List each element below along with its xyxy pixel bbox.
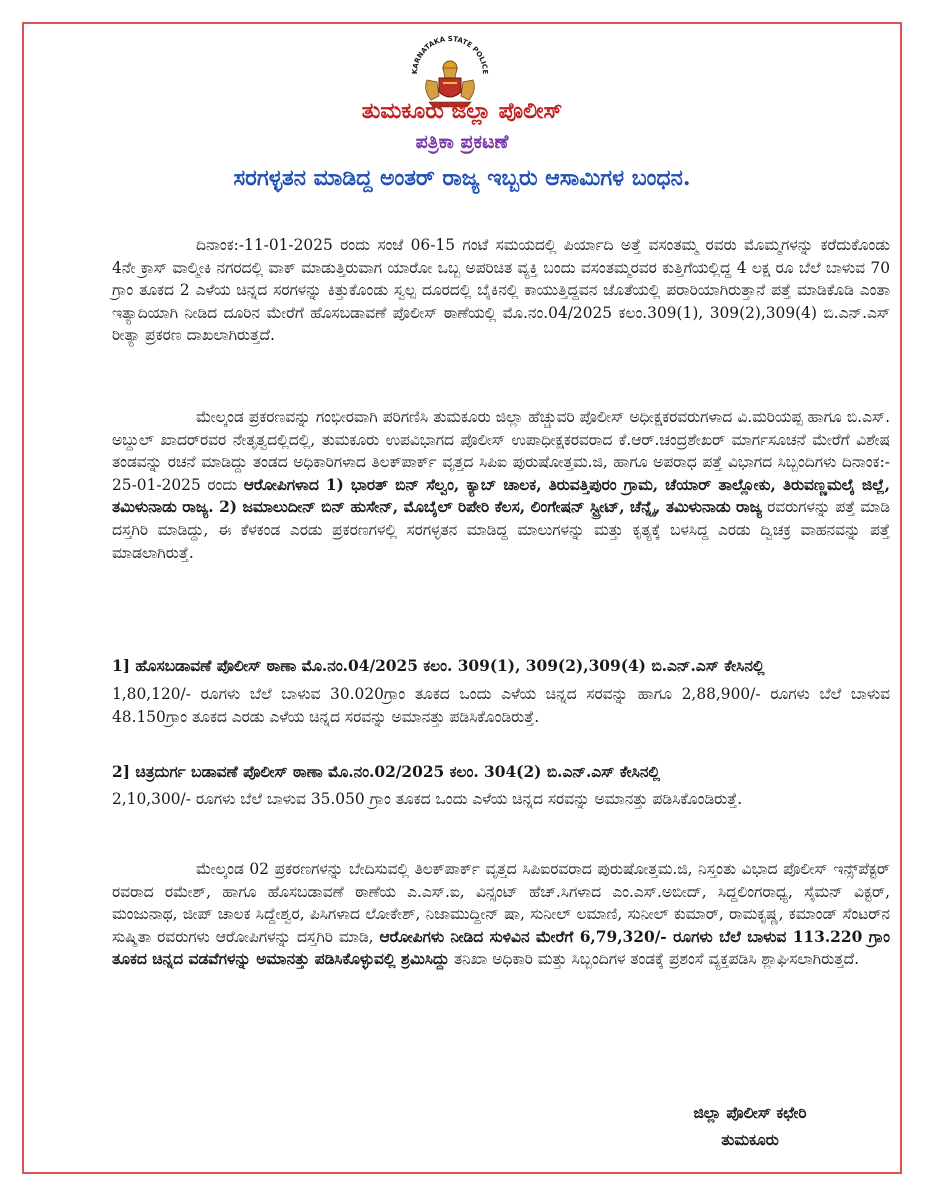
paragraph-appreciation xyxy=(112,858,890,971)
emblem-text: KARNATAKA STATE POLICE xyxy=(410,34,490,75)
page-subtitle: ಪತ್ರಿಕಾ ಪ್ರಕಟಣೆ xyxy=(415,131,509,153)
paragraph-incident xyxy=(112,234,890,347)
paragraph-appreciation-recovery: ಆರೋಪಿಗಳು ನೀಡಿದ ಸುಳಿವಿನ ಮೇರೆಗೆ 6,79,320/- ರೂಗಳು ಬೆಲೆ ಬಾಳುವ 113.220 ಗ್ರಾಂ ತೂಕದ ಚಿನ್ನದ ವಡವೆಗಳನ್ನು ಅಮಾನತ್ತು ಪಡಿಸಿಕೊಳ್ಳುವಲ್ಲಿ ಶ್ರಮಿಸಿದ್ದು xyxy=(112,927,890,969)
page-border xyxy=(22,22,902,1174)
paragraph-appreciation-text-a: ಮೇಲ್ಕಂಡ 02 ಪ್ರಕರಣಗಳನ್ನು ಬೇದಿಸುವಲ್ಲಿ ತಿಲಕ್‌ಪಾರ್ಕ್ ವೃತ್ತದ ಸಿಪಿಐರವರಾದ ಪುರುಷೋತ್ತಮ.ಜಿ, ನಿಸ್ತಂತು ವಿಭಾದ ಪೊಲೀಸ್ ಇನ್ಸ್‌ಪೆಕ್ಟರ್ ರವರಾದ ರಮೇಶ್, ಹಾಗೂ ಹೊಸಬಡಾವಣೆ ಠಾಣೆಯ ಎ.ಎಸ್.ಐ, ವಿನ್ಸಂಟ್ ಹೆಚ್.ಸಿಗಳಾದ ಎಂ.ಎಸ್.ಅಬೀದ್, ಸಿದ್ದಲಿಂಗರಾಧ್ಯ, ಸೈಮನ್ ವಿಕ್ಟರ್, ಮಂಜುನಾಥ, ಜೀಪ್ ಚಾಲಕ ಸಿದ್ದೇಶ್ವರ, ಪಿಸಿಗಳಾದ ಲೋಕೇಶ್, ನಿಜಾಮುದ್ದೀನ್ ಷಾ, ಸುನೀಲ್ ಲಮಾಣಿ, ಸುನೀಲ್ ಕುಮಾರ್, ರಾಮಕೃಷ್ಣ, ಕಮಾಂಡ್ ಸೆಂಟರ್‌ನ ಸುಷ್ಮಿತಾ ರವರುಗಳು ಆರೋಪಿಗಳನ್ನು ದಸ್ತಗಿರಿ ಮಾಡಿ, xyxy=(112,860,890,946)
page-headline: ಸರಗಳ್ಳತನ ಮಾಡಿದ್ದ ಅಂತರ್ ರಾಜ್ಯ ಇಬ್ಬರು ಆಸಾಮಿಗಳ ಬಂಧನ. xyxy=(233,165,691,191)
paragraph-arrest-text-c: ರವರುಗಳನ್ನು ಪತ್ತೆ ಮಾಡಿ ದಸ್ತಗಿರಿ ಮಾಡಿದ್ದು, ಈ ಕೆಳಕಂಡ ಎರಡು ಪ್ರಕರಣಗಳಲ್ಲಿ ಸರಗಳ್ಳತನ ಮಾಡಿದ್ದ ಮಾಲುಗಳನ್ನು ಮತ್ತು ಕೃತ್ಯಕ್ಕೆ ಬಳಸಿದ್ದ ಎರಡು ದ್ವಿಚಕ್ರ ವಾಹನವನ್ನು ಪತ್ತೆ ಮಾಡಲಾಗಿರುತ್ತೆ. xyxy=(112,498,890,562)
signature-place: ತುಮಕೂರು xyxy=(721,1131,779,1149)
paragraph-arrest xyxy=(112,406,890,564)
case-2-details: 2,10,300/- ರೂಗಳು ಬೆಲೆ ಬಾಳುವ 35.050 ಗ್ರಾಂ ತೂಕದ ಒಂದು ಎಳೆಯ ಚಿನ್ನದ ಸರವನ್ನು ಅಮಾನತ್ತು ಪಡಿಸಿಕೊಂಡಿರುತ್ತೆ. xyxy=(112,790,743,808)
signature-office: ಜಿಲ್ಲಾ ಪೊಲೀಸ್ ಕಛೇರಿ xyxy=(693,1104,807,1122)
paragraph-arrest-text-a: ಮೇಲ್ಕಂಡ ಪ್ರಕರಣವನ್ನು ಗಂಭೀರವಾಗಿ ಪರಿಗಣಿಸಿ ತುಮಕೂರು ಜಿಲ್ಲಾ ಹೆಚ್ಚುವರಿ ಪೊಲೀಸ್ ಅಧೀಕ್ಷಕರವರುಗಳಾದ ವಿ.ಮರಿಯಪ್ಪ ಹಾಗೂ ಬಿ.ಎಸ್. ಅಬ್ದುಲ್ ಖಾದರ್‌ರವರ ನೇತೃತ್ವದಲ್ಲಿದಲ್ಲಿ, ತುಮಕೂರು ಉಪವಿಭಾಗದ ಪೊಲೀಸ್ ಉಪಾಧೀಕ್ಷಕರವರಾದ ಕೆ.ಆರ್.ಚಂದ್ರಶೇಖರ್ ಮಾರ್ಗಸೂಚನೆ ಮೇರೆಗೆ ವಿಶೇಷ ತಂಡವನ್ನು ರಚನೆ ಮಾಡಿದ್ದು ತಂಡದ ಅಧಿಕಾರಿಗಳಾದ ತಿಲಕ್‌ಪಾರ್ಕ್ ವೃತ್ತದ ಸಿಪಿಐ ಪುರುಷೋತ್ತಮ.ಜಿ, ಹಾಗೂ ಅಪರಾಧ ಪತ್ತೆ ವಿಭಾಗದ ಸಿಬ್ಬಂದಿಗಳು ದಿನಾಂಕ:- 25-01-2025 ರಂದು xyxy=(112,408,890,494)
case-1-heading: 1] ಹೊಸಬಡಾವಣೆ ಪೊಲೀಸ್ ಠಾಣಾ ಮೊ.ನಂ.04/2025 ಕಲಂ. 309(1), 309(2),309(4) ಬಿ.ಎನ್.ಎಸ್ ಕೇಸಿನಲ್ಲಿ xyxy=(112,657,765,675)
page-title: ತುಮಕೂರು ಜಿಲ್ಲಾ ಪೊಲೀಸ್ xyxy=(361,98,563,124)
paragraph-arrest-accused: ಆರೋಪಿಗಳಾದ 1) ಭಾರತ್ ಬಿನ್ ಸೆಲ್ವಂ, ಕ್ಯಾಬ್ ಚಾಲಕ, ತಿರುವತ್ತಿಪುರಂ ಗ್ರಾಮ, ಚೆಯಾರ್ ತಾಲ್ಲೋಕು, ತಿರುವಣ್ಣಮಲೈ ಜಿಲ್ಲೆ, ತಮಿಳುನಾಡು ರಾಜ್ಯ. 2) ಜಮಾಲುದೀನ್ ಬಿನ್ ಹುಸೇನ್, ಮೊಬೈಲ್ ರಿಪೇರಿ ಕೆಲಸ, ಲಿಂಗೇಷನ್ ಸ್ಟ್ರೀಟ್, ಚೆನ್ನೈ, ತಮಿಳುನಾಡು ರಾಜ್ಯ xyxy=(112,475,890,517)
paragraph-incident-text: ದಿನಾಂಕ:-11-01-2025 ರಂದು ಸಂಜೆ 06-15 ಗಂಟೆ ಸಮಯದಲ್ಲಿ ಪಿರ್ಯಾದಿ ಅತ್ತೆ ವಸಂತಮ್ಮ ರವರು ಮೊಮ್ಮಗಳನ್ನು ಕರೆದುಕೊಂಡು 4ನೇ ಕ್ರಾಸ್ ವಾಲ್ಮೀಕಿ ನಗರದಲ್ಲಿ ವಾಕ್ ಮಾಡುತ್ತಿರುವಾಗ ಯಾರೋ ಒಬ್ಬ ಅಪರಿಚಿತ ವ್ಯಕ್ತಿ ಬಂದು ವಸಂತಮ್ಮರವರ ಕುತ್ತಿಗೆಯಲ್ಲಿದ್ದ 4 ಲಕ್ಷ ರೂ ಬೆಲೆ ಬಾಳುವ 70 ಗ್ರಾಂ ತೂಕದ 2 ಎಳೆಯ ಚಿನ್ನದ ಸರಗಳನ್ನು ಕಿತ್ತುಕೊಂಡು ಸ್ವಲ್ಪ ದೂರದಲ್ಲಿ ಬೈಕಿನಲ್ಲಿ ಕಾಯುತ್ತಿದ್ದವನ ಜೊತೆಯಲ್ಲಿ ಪರಾರಿಯಾಗಿರುತ್ತಾನೆ ಪತ್ತೆ ಮಾಡಿಕೊಡಿ ಎಂತಾ ಇತ್ಯಾದಿಯಾಗಿ ನೀಡಿದ ದೂರಿನ ಮೇರೆಗೆ ಹೊಸಬಡಾವಣೆ ಪೊಲೀಸ್ ಠಾಣೆಯಲ್ಲಿ ಮೊ.ನಂ.04/2025 ಕಲಂ.309(1), 309(2),309(4) ಬಿ.ಎನ್.ಎಸ್ ರೀತ್ಯಾ ಪ್ರಕರಣ ದಾಖಲಾಗಿರುತ್ತದೆ. xyxy=(112,236,890,345)
paragraph-appreciation-text-c: ತನಿಖಾ ಅಧಿಕಾರಿ ಮತ್ತು ಸಿಬ್ಬಂದಿಗಳ ತಂಡಕ್ಕೆ ಪ್ರಶಂಸೆ ವ್ಯಕ್ತಪಡಿಸಿ ಶ್ಲಾಘಿಸಲಾಗಿರುತ್ತದೆ. xyxy=(449,950,860,969)
case-1-details: 1,80,120/- ರೂಗಳು ಬೆಲೆ ಬಾಳುವ 30.020ಗ್ರಾಂ ತೂಕದ ಒಂದು ಎಳೆಯ ಚಿನ್ನದ ಸರವನ್ನು ಹಾಗೂ 2,88,900/- ರೂಗಳು ಬೆಲೆ ಬಾಳುವ 48.150ಗ್ರಾಂ ತೂಕದ ಎರಡು ಎಳೆಯ ಚಿನ್ನದ ಸರವನ್ನು ಅಮಾನತ್ತು ಪಡಿಸಿಕೊಂಡಿರುತ್ತೆ. xyxy=(112,685,890,726)
case-2-heading: 2] ಚಿತ್ರದುರ್ಗ ಬಡಾವಣೆ ಪೊಲೀಸ್ ಠಾಣಾ ಮೊ.ನಂ.02/2025 ಕಲಂ. 304(2) ಬಿ.ಎನ್.ಎಸ್ ಕೇಸಿನಲ್ಲಿ xyxy=(112,763,661,781)
